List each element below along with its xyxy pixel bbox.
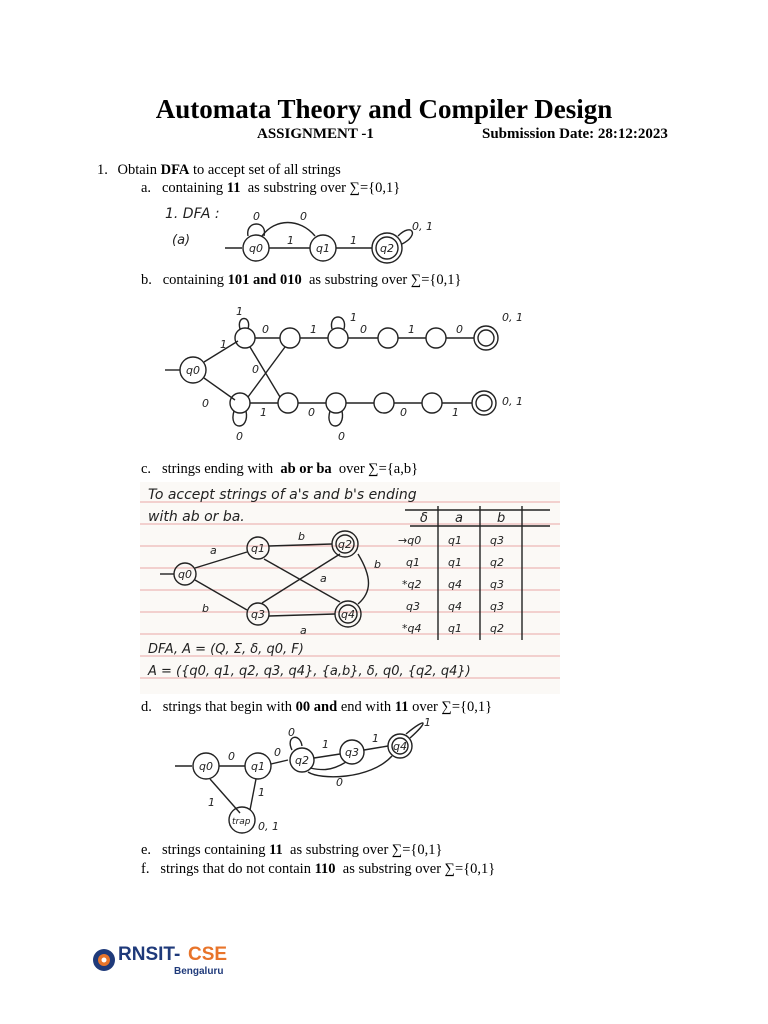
svg-text:q1: q1 (251, 760, 265, 773)
svg-text:1: 1 (208, 796, 215, 809)
question-1: 1. Obtain DFA to accept set of all strings (97, 162, 341, 178)
svg-text:q3: q3 (490, 600, 504, 613)
svg-text:q1: q1 (448, 534, 462, 547)
svg-text:b: b (497, 511, 506, 526)
part-d: d. strings that begin with 00 and end with 11 over ∑={0,1} (141, 699, 493, 715)
svg-text:To accept strings of a's and b: To accept strings of a's and b's ending (148, 487, 417, 503)
svg-text:q0: q0 (178, 568, 192, 581)
svg-text:→q0: →q0 (398, 534, 422, 547)
svg-text:b: b (202, 602, 209, 615)
transition-table (398, 506, 550, 640)
svg-text:q1: q1 (448, 556, 462, 569)
svg-text:1: 1 (350, 311, 357, 324)
college-seal-icon (92, 946, 116, 974)
svg-text:0: 0 (288, 726, 295, 739)
svg-text:0: 0 (300, 210, 307, 223)
svg-text:0: 0 (253, 210, 260, 223)
svg-text:1: 1 (236, 305, 243, 318)
part-b: b. containing 101 and 010 as substring over ∑={0,1} (141, 272, 462, 288)
svg-text:1: 1 (258, 786, 265, 799)
svg-text:b: b (298, 530, 305, 543)
svg-text:1: 1 (408, 323, 415, 336)
svg-text:q4: q4 (341, 608, 355, 621)
hand-heading: 1. DFA : (165, 206, 220, 222)
hand-label-a: (a) (172, 233, 191, 248)
rnsit-cse-logo: RNSIT- CSE Bengaluru (92, 943, 232, 979)
svg-text:0: 0 (360, 323, 367, 336)
svg-text:0: 0 (274, 746, 281, 759)
svg-text:0: 0 (228, 750, 235, 763)
svg-text:q4: q4 (448, 578, 462, 591)
svg-text:1: 1 (452, 406, 459, 419)
svg-text:0, 1: 0, 1 (258, 820, 279, 833)
svg-text:a: a (210, 544, 217, 557)
svg-text:1: 1 (310, 323, 317, 336)
part-a: a. containing 11 as substring over ∑={0,1} (141, 180, 401, 196)
svg-text:0: 0 (456, 323, 463, 336)
svg-text:a: a (300, 624, 307, 637)
svg-text:q3: q3 (406, 600, 420, 613)
svg-text:b: b (374, 558, 381, 571)
svg-text:*q4: *q4 (402, 622, 422, 635)
svg-text:a: a (455, 511, 463, 526)
page-title: Automata Theory and Compiler Design (155, 94, 613, 124)
svg-text:q4: q4 (393, 740, 407, 753)
svg-text:q2: q2 (295, 754, 309, 767)
svg-text:q3: q3 (490, 534, 504, 547)
svg-text:DFA, A = (Q, Σ, δ, q0, F): DFA, A = (Q, Σ, δ, q0, F) (148, 642, 304, 657)
svg-text:1: 1 (424, 718, 431, 729)
svg-text:*q2: *q2 (402, 578, 422, 591)
svg-text:q2: q2 (490, 556, 504, 569)
svg-text:1: 1 (260, 406, 267, 419)
svg-text:0: 0 (236, 430, 243, 443)
handwritten-notebook-c (140, 482, 560, 694)
svg-text:q1: q1 (251, 542, 265, 555)
svg-text:a: a (320, 572, 327, 585)
svg-text:q0: q0 (186, 364, 200, 377)
part-e: e. strings containing 11 as substring over ∑={0,1} (141, 842, 443, 858)
svg-text:0: 0 (252, 363, 259, 376)
svg-text:q1: q1 (448, 622, 462, 635)
dfa-diagram-a (150, 200, 450, 265)
svg-text:q3: q3 (490, 578, 504, 591)
dfa-diagram-d (170, 718, 440, 838)
svg-text:0, 1: 0, 1 (412, 220, 433, 233)
dfa-diagram-b (160, 305, 540, 445)
svg-text:0: 0 (202, 397, 209, 410)
svg-text:0: 0 (338, 430, 345, 443)
part-c: c. strings ending with ab or ba over ∑={a,b} (141, 461, 419, 477)
assignment-label: ASSIGNMENT -1 (257, 126, 374, 142)
svg-text:q2: q2 (490, 622, 504, 635)
svg-text:0: 0 (262, 323, 269, 336)
svg-text:q2: q2 (380, 242, 394, 255)
svg-text:q1: q1 (406, 556, 420, 569)
svg-text:0, 1: 0, 1 (502, 311, 523, 324)
svg-text:1: 1 (220, 338, 227, 351)
part-f: f. strings that do not contain 110 as substring over ∑={0,1} (141, 861, 496, 877)
svg-text:1: 1 (350, 234, 357, 247)
svg-text:1: 1 (372, 732, 379, 745)
svg-text:q3: q3 (251, 608, 265, 621)
submission-date: Submission Date: 28:12:2023 (482, 126, 668, 142)
svg-text:q2: q2 (338, 538, 352, 551)
svg-text:q1: q1 (316, 242, 330, 255)
svg-text:q3: q3 (345, 746, 359, 759)
svg-text:0: 0 (400, 406, 407, 419)
svg-text:δ: δ (420, 511, 428, 526)
svg-text:q0: q0 (199, 760, 213, 773)
svg-text:1: 1 (287, 234, 294, 247)
svg-text:A = ({q0, q1, q2, q3, q4}, {a,: A = ({q0, q1, q2, q3, q4}, {a,b}, δ, q0, {q2, q4}) (148, 664, 471, 679)
svg-text:0: 0 (308, 406, 315, 419)
svg-text:q4: q4 (448, 600, 462, 613)
svg-text:with ab or ba.: with ab or ba. (148, 509, 245, 525)
svg-text:0, 1: 0, 1 (502, 395, 523, 408)
svg-text:1: 1 (322, 738, 329, 751)
svg-text:trap: trap (232, 817, 251, 827)
svg-text:0: 0 (336, 776, 343, 789)
svg-text:q0: q0 (249, 242, 263, 255)
